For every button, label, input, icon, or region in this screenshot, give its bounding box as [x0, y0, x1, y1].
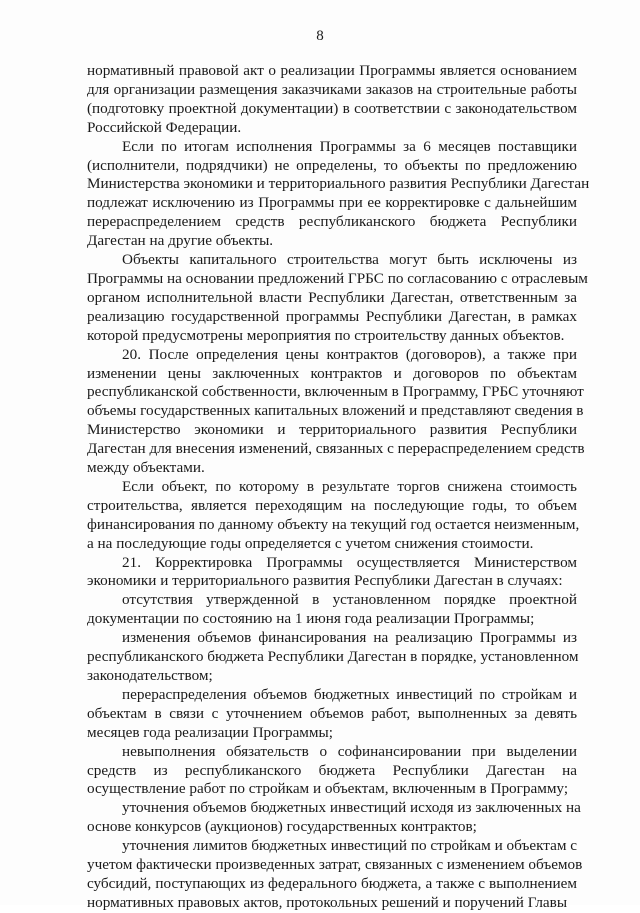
text-line: изменения объемов финансирования на реализацию Программы из: [122, 629, 577, 647]
text-line: органом исполнительной власти Республики Дагестан, ответственным за: [87, 288, 577, 306]
text-line: осуществление работ по стройкам и объектам, включенным в Программу;: [87, 780, 569, 798]
text-line: республиканской собственности, включенным в Программу, ГРБС уточняют: [87, 383, 584, 401]
text-line: финансирования по данному объекту на текущий год остается неизменным,: [87, 515, 580, 533]
paragraph: [87, 837, 583, 913]
text-line: учетом фактически произведенных затрат, связанных с изменением объемов: [87, 856, 583, 874]
text-line: законодательством;: [87, 667, 213, 684]
text-line: Дагестан на другие объекты.: [87, 232, 274, 250]
text-line: строительства, является переходящим на последующие годы, то объем: [87, 496, 577, 514]
text-line: реализацию государственной программы Республики Дагестан, в рамках: [87, 307, 577, 325]
text-line: изменении цены заключенных контрактов и договоров по объектам: [87, 364, 577, 382]
paragraph: [87, 137, 590, 251]
text-line: Если объект, по которому в результате торгов снижена стоимость: [122, 477, 577, 495]
text-line: а на последующие годы определяется с учетом снижения стоимости.: [87, 534, 534, 552]
text-line: экономики и территориального развития Республики Дагестан в случаях:: [87, 572, 563, 590]
text-line: между объектами.: [87, 459, 205, 477]
page-number: 8: [316, 28, 324, 44]
text-line: документации по состоянию на 1 июня года реализации Программы;: [87, 610, 535, 628]
paragraph: [87, 629, 577, 686]
text-line: объемы государственных капитальных вложений и представляют сведения в: [87, 402, 584, 420]
text-line: основе конкурсов (аукционов) государственных контрактов;: [87, 818, 477, 836]
paragraph: [87, 345, 585, 478]
text-line: Дагестан для внесения изменений, связанных с перераспределением средств: [87, 440, 585, 458]
text-line: уточнения лимитов бюджетных инвестиций по стройкам и объектам с: [122, 837, 577, 855]
text-line: перераспределением средств республиканского бюджета Республики: [87, 213, 577, 231]
text-line: 21. Корректировка Программы осуществляется Министерством: [122, 553, 577, 571]
text-line: нормативных правовых актов, протокольных решений и поручений Главы: [87, 893, 568, 911]
text-line: подлежат исключению из Программы при ее корректировке с дальнейшим: [87, 194, 577, 212]
text-line: Объекты капитального строительства могут быть исключены из: [122, 251, 577, 269]
paragraph: [87, 743, 577, 800]
text-line: Министерство экономики и территориального развития Республики: [87, 421, 577, 439]
paragraph: [87, 686, 577, 743]
paragraph: [87, 251, 588, 346]
text-line: Программы на основании предложений ГРБС по согласованию с отраслевым: [87, 269, 588, 287]
paragraph: [87, 62, 577, 138]
text-line: уточнения объемов бюджетных инвестиций исходя из заключенных на: [122, 799, 581, 817]
text-line: отсутствия утвержденной в установленном порядке проектной: [122, 591, 577, 609]
text-line: нормативный правовой акт о реализации Программы является основанием: [87, 62, 577, 79]
text-line: республиканского бюджета Республики Дагестан в порядке, установленном: [87, 648, 579, 666]
text-line: средств из республиканского бюджета Республики Дагестан на: [87, 761, 577, 779]
text-line: месяцев года реализации Программы;: [87, 723, 333, 741]
text-line: которой предусмотрены мероприятия по строительству данных объектов.: [87, 326, 565, 344]
text-line: (исполнители, подрядчики) не определены, то объекты по предложению: [87, 156, 577, 174]
text-line: Российской Федерации.: [87, 118, 242, 136]
paragraph: [87, 799, 581, 837]
text-line: невыполнения обязательств о софинансировании при выделении: [122, 742, 577, 760]
paragraph: [87, 477, 580, 554]
text-line: субсидий, поступающих из федерального бюджета, а также с выполнением: [87, 874, 577, 892]
text-line: (подготовку проектной документации) в соответствии с законодательством: [87, 99, 577, 117]
paragraph: [87, 591, 577, 629]
paragraph: [87, 554, 577, 592]
document-body: [87, 62, 590, 913]
text-line: Министерства экономики и территориального развития Республики Дагестан: [87, 175, 590, 193]
text-line: Если по итогам исполнения Программы за 6 месяцев поставщики: [122, 137, 577, 155]
text-line: 20. После определения цены контрактов (договоров), а также при: [122, 345, 577, 363]
text-line: объектам в связи с уточнением объемов работ, выполненных за девять: [87, 704, 577, 722]
text-line: для организации размещения заказчиками заказов на строительные работы: [87, 80, 577, 98]
text-line: перераспределения объемов бюджетных инвестиций по стройкам и: [122, 685, 577, 703]
